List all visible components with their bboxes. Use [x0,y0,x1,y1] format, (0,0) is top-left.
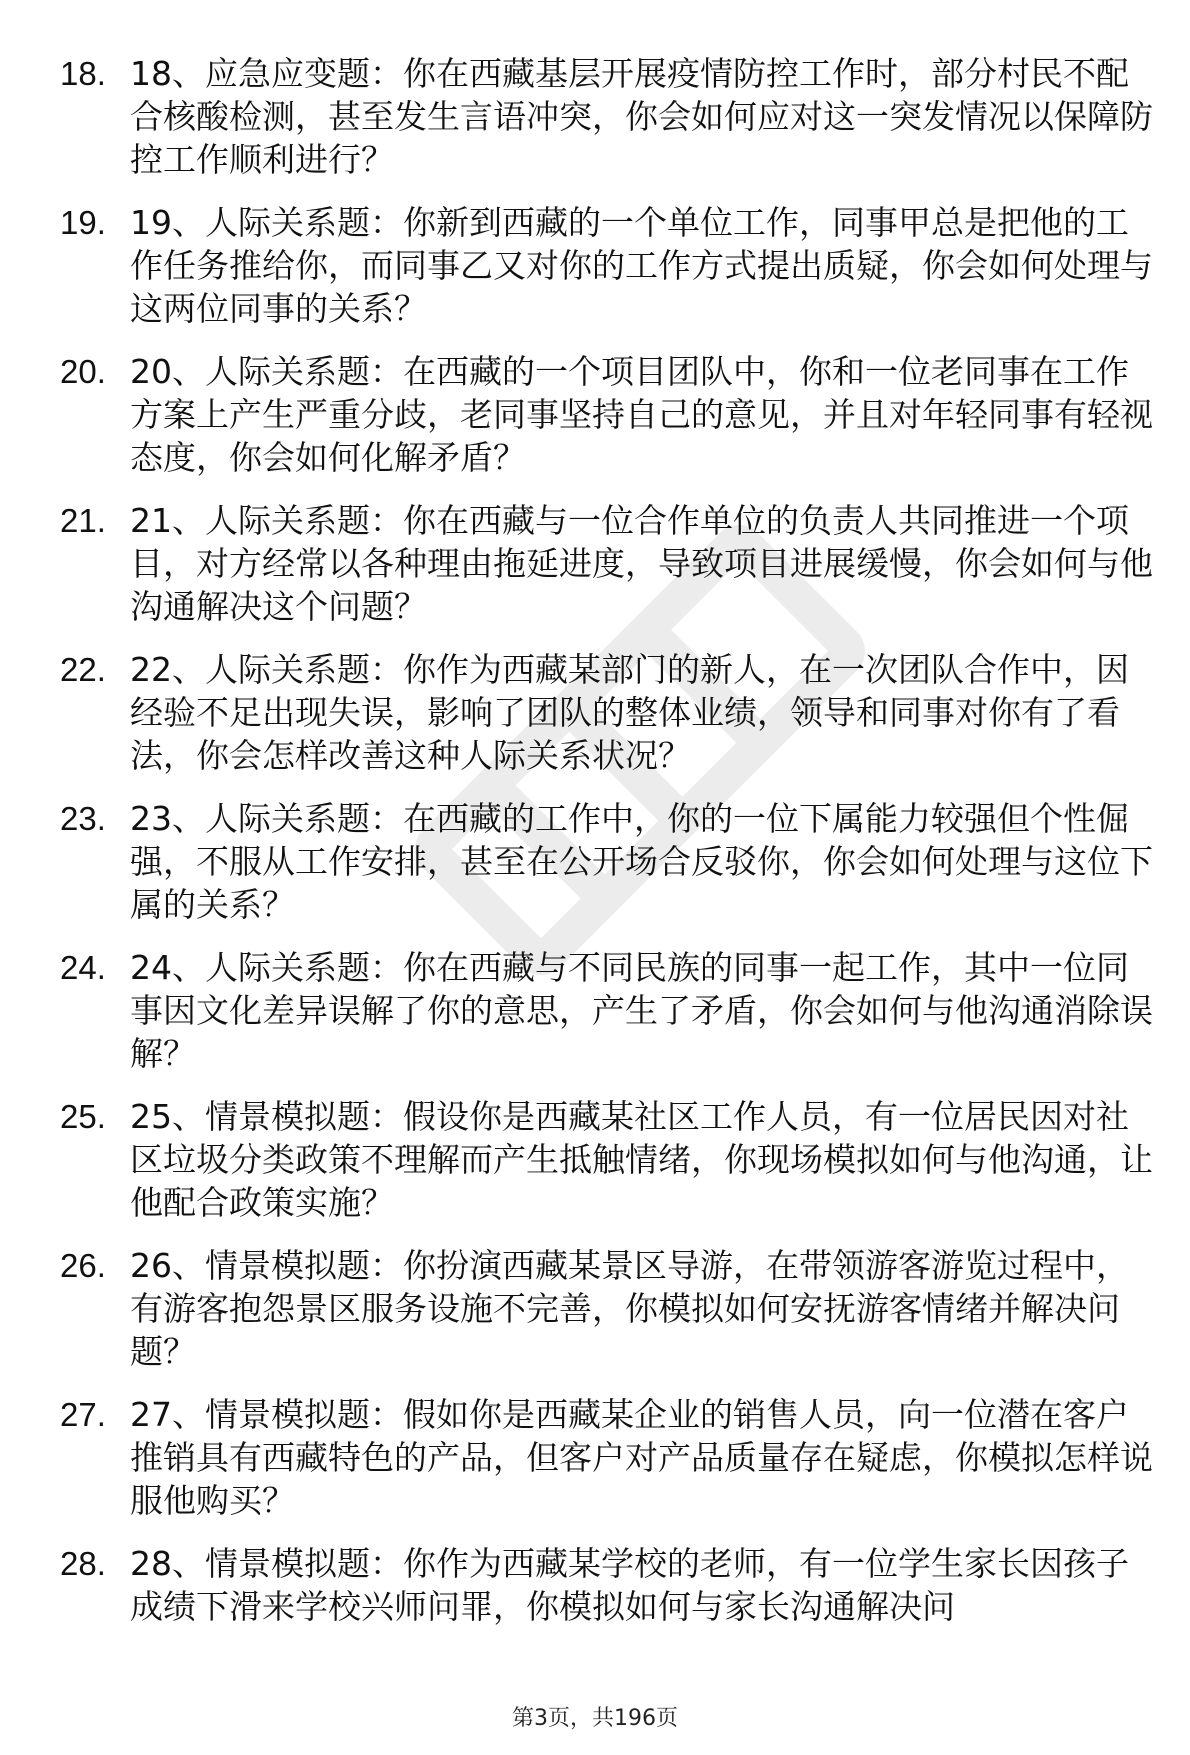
list-item [60,201,1160,330]
question-number: 18. [60,55,106,92]
question-text: 28、情景模拟题：你作为西藏某学校的老师，有一位学生家长因孩子成绩下滑来学校兴师问罪，你模拟如何与家长沟通解决问 [130,1544,1129,1626]
list-item [60,1244,1160,1373]
question-number: 28. [60,1545,106,1582]
page-footer: 第3页，共196页 [512,1706,678,1731]
question-text: 21、人际关系题：你在西藏与一位合作单位的负责人共同推进一个项目，对方经常以各种理由拖延进度，导致项目进展缓慢，你会如何与他沟通解决这个问题？ [130,501,1153,626]
list-item [60,648,1160,777]
question-text: 25、情景模拟题：假设你是西藏某社区工作人员，有一位居民因对社区垃圾分类政策不理解而产生抵触情绪，你现场模拟如何与他沟通，让他配合政策实施？ [130,1097,1153,1222]
list-item [60,946,1160,1075]
question-number: 19. [60,204,106,241]
list-item [60,1095,1160,1224]
list-item [60,1542,1160,1628]
list-item [60,499,1160,628]
question-number: 26. [60,1247,106,1284]
list-item [60,52,1160,181]
question-text: 23、人际关系题：在西藏的工作中，你的一位下属能力较强但个性倔强，不服从工作安排，甚至在公开场合反驳你，你会如何处理与这位下属的关系？ [130,799,1153,924]
question-number: 21. [60,502,106,539]
question-number: 20. [60,353,106,390]
list-item [60,1393,1160,1522]
question-number: 24. [60,949,106,986]
question-number: 23. [60,800,106,837]
list-item [60,350,1160,479]
question-text: 20、人际关系题：在西藏的一个项目团队中，你和一位老同事在工作方案上产生严重分歧，老同事坚持自己的意见，并且对年轻同事有轻视态度，你会如何化解矛盾？ [130,352,1153,477]
question-text: 18、应急应变题：你在西藏基层开展疫情防控工作时，部分村民不配合核酸检测，甚至发生言语冲突，你会如何应对这一突发情况以保障防控工作顺利进行？ [130,54,1153,179]
question-number: 27. [60,1396,106,1433]
list-item [60,797,1160,926]
question-number: 25. [60,1098,106,1135]
question-text: 27、情景模拟题：假如你是西藏某企业的销售人员，向一位潜在客户推销具有西藏特色的产品，但客户对产品质量存在疑虑，你模拟怎样说服他购买？ [130,1395,1153,1520]
question-text: 26、情景模拟题：你扮演西藏某景区导游，在带领游客游览过程中，有游客抱怨景区服务设施不完善，你模拟如何安抚游客情绪并解决问题？ [130,1246,1129,1371]
question-text: 19、人际关系题：你新到西藏的一个单位工作，同事甲总是把他的工作任务推给你，而同事乙又对你的工作方式提出质疑，你会如何处理与这两位同事的关系？ [130,203,1153,328]
question-text: 24、人际关系题：你在西藏与不同民族的同事一起工作，其中一位同事因文化差异误解了你的意思，产生了矛盾，你会如何与他沟通消除误解？ [130,948,1153,1073]
question-number: 22. [60,651,106,688]
question-list [60,52,1160,1648]
question-text: 22、人际关系题：你作为西藏某部门的新人，在一次团队合作中，因经验不足出现失误，影响了团队的整体业绩，领导和同事对你有了看法，你会怎样改善这种人际关系状况？ [130,650,1129,775]
